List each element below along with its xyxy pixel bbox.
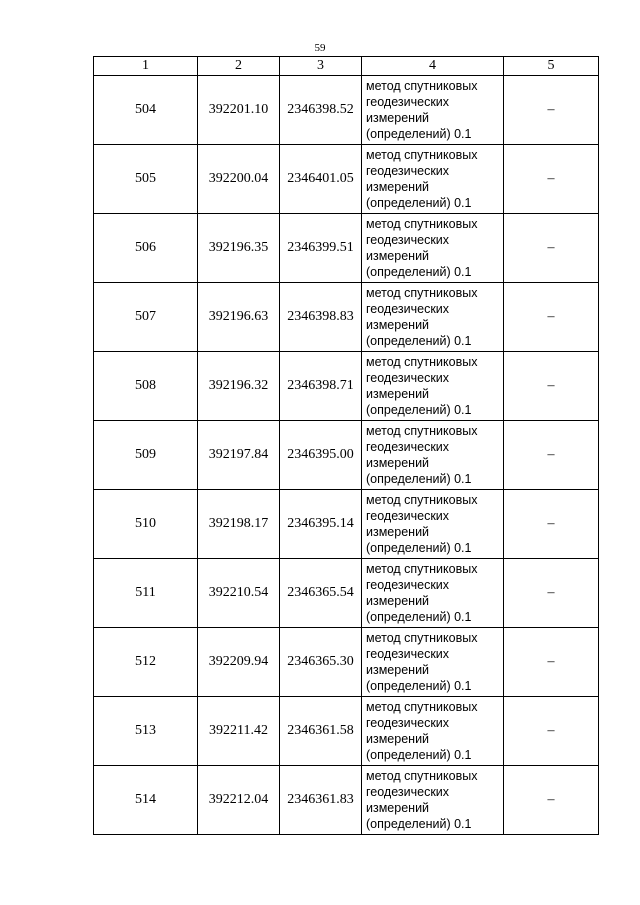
table-row bbox=[94, 766, 599, 835]
method-text-line: (определений) 0.1 bbox=[366, 127, 472, 141]
y-coordinate-cell: 2346395.00 bbox=[280, 421, 362, 490]
method-cell bbox=[362, 766, 504, 835]
dash-value: – bbox=[547, 447, 555, 462]
dash-value: – bbox=[547, 240, 555, 255]
method-text-line: геодезических bbox=[366, 716, 450, 730]
point-number-cell: 510 bbox=[94, 490, 198, 559]
dash-value: – bbox=[547, 585, 555, 600]
dash-value: – bbox=[547, 171, 555, 186]
method-text-line: метод спутниковых bbox=[366, 355, 478, 369]
table-row bbox=[94, 352, 599, 421]
table-row bbox=[94, 490, 599, 559]
dash-value: – bbox=[547, 378, 555, 393]
x-coordinate-cell: 392197.84 bbox=[198, 421, 280, 490]
dash-value: – bbox=[547, 309, 555, 324]
header-row bbox=[94, 57, 599, 76]
method-text-line: геодезических bbox=[366, 95, 450, 109]
point-number-cell: 506 bbox=[94, 214, 198, 283]
point-number-cell: 504 bbox=[94, 76, 198, 145]
method-cell bbox=[362, 76, 504, 145]
dash-value: – bbox=[547, 516, 555, 531]
method-cell bbox=[362, 214, 504, 283]
method-cell bbox=[362, 697, 504, 766]
method-text-line: измерений bbox=[366, 318, 430, 332]
x-coordinate-cell: 392200.04 bbox=[198, 145, 280, 214]
method-cell bbox=[362, 283, 504, 352]
point-number-cell: 514 bbox=[94, 766, 198, 835]
dash-value: – bbox=[547, 654, 555, 669]
x-coordinate-cell: 392196.35 bbox=[198, 214, 280, 283]
x-coordinate-cell: 392198.17 bbox=[198, 490, 280, 559]
method-text-line: измерений bbox=[366, 801, 430, 815]
method-text-line: геодезических bbox=[366, 302, 450, 316]
x-coordinate-cell: 392211.42 bbox=[198, 697, 280, 766]
method-text-line: геодезических bbox=[366, 233, 450, 247]
y-coordinate-cell: 2346361.83 bbox=[280, 766, 362, 835]
table-header bbox=[94, 57, 599, 76]
coordinates-table bbox=[93, 56, 599, 835]
method-text-line: измерений bbox=[366, 594, 430, 608]
point-number-cell: 509 bbox=[94, 421, 198, 490]
column-5-cell bbox=[504, 697, 599, 766]
point-number-cell: 505 bbox=[94, 145, 198, 214]
y-coordinate-cell: 2346398.52 bbox=[280, 76, 362, 145]
column-5-cell bbox=[504, 490, 599, 559]
x-coordinate-cell: 392210.54 bbox=[198, 559, 280, 628]
method-cell bbox=[362, 145, 504, 214]
method-text-line: метод спутниковых bbox=[366, 286, 478, 300]
method-text-line: измерений bbox=[366, 732, 430, 746]
table-row bbox=[94, 697, 599, 766]
method-cell bbox=[362, 490, 504, 559]
method-text-line: геодезических bbox=[366, 785, 450, 799]
column-5-cell bbox=[504, 145, 599, 214]
method-text-line: (определений) 0.1 bbox=[366, 472, 472, 486]
method-text-line: метод спутниковых bbox=[366, 493, 478, 507]
method-text-line: измерений bbox=[366, 249, 430, 263]
method-text-line: метод спутниковых bbox=[366, 562, 478, 576]
method-text-line: измерений bbox=[366, 180, 430, 194]
point-number-cell: 513 bbox=[94, 697, 198, 766]
method-text-line: (определений) 0.1 bbox=[366, 748, 472, 762]
dash-value: – bbox=[547, 102, 555, 117]
method-cell bbox=[362, 352, 504, 421]
y-coordinate-cell: 2346398.71 bbox=[280, 352, 362, 421]
y-coordinate-cell: 2346365.54 bbox=[280, 559, 362, 628]
method-text-line: геодезических bbox=[366, 440, 450, 454]
method-text-line: метод спутниковых bbox=[366, 424, 478, 438]
column-5-cell bbox=[504, 352, 599, 421]
table-row bbox=[94, 76, 599, 145]
method-cell bbox=[362, 628, 504, 697]
method-text-line: метод спутниковых bbox=[366, 79, 478, 93]
x-coordinate-cell: 392212.04 bbox=[198, 766, 280, 835]
method-text-line: (определений) 0.1 bbox=[366, 541, 472, 555]
method-text-line: (определений) 0.1 bbox=[366, 610, 472, 624]
method-text-line: метод спутниковых bbox=[366, 769, 478, 783]
column-header-1: 1 bbox=[94, 57, 198, 76]
table-row bbox=[94, 559, 599, 628]
method-cell bbox=[362, 559, 504, 628]
column-header-4: 4 bbox=[362, 57, 504, 76]
method-text-line: (определений) 0.1 bbox=[366, 403, 472, 417]
table-row bbox=[94, 421, 599, 490]
method-text-line: метод спутниковых bbox=[366, 148, 478, 162]
table-row bbox=[94, 283, 599, 352]
table-body bbox=[94, 76, 599, 835]
x-coordinate-cell: 392201.10 bbox=[198, 76, 280, 145]
method-cell bbox=[362, 421, 504, 490]
column-5-cell bbox=[504, 559, 599, 628]
method-text-line: геодезических bbox=[366, 164, 450, 178]
column-5-cell bbox=[504, 76, 599, 145]
point-number-cell: 507 bbox=[94, 283, 198, 352]
method-text-line: (определений) 0.1 bbox=[366, 817, 472, 831]
dash-value: – bbox=[547, 723, 555, 738]
x-coordinate-cell: 392209.94 bbox=[198, 628, 280, 697]
column-header-3: 3 bbox=[280, 57, 362, 76]
method-text-line: геодезических bbox=[366, 371, 450, 385]
method-text-line: геодезических bbox=[366, 578, 450, 592]
column-5-cell bbox=[504, 214, 599, 283]
method-text-line: измерений bbox=[366, 525, 430, 539]
y-coordinate-cell: 2346398.83 bbox=[280, 283, 362, 352]
point-number-cell: 511 bbox=[94, 559, 198, 628]
method-text-line: (определений) 0.1 bbox=[366, 196, 472, 210]
table-row bbox=[94, 145, 599, 214]
dash-value: – bbox=[547, 792, 555, 807]
method-text-line: метод спутниковых bbox=[366, 217, 478, 231]
method-text-line: метод спутниковых bbox=[366, 631, 478, 645]
method-text-line: геодезических bbox=[366, 647, 450, 661]
column-5-cell bbox=[504, 628, 599, 697]
x-coordinate-cell: 392196.32 bbox=[198, 352, 280, 421]
page-number: 59 bbox=[314, 42, 326, 54]
method-text-line: геодезических bbox=[366, 509, 450, 523]
y-coordinate-cell: 2346361.58 bbox=[280, 697, 362, 766]
method-text-line: (определений) 0.1 bbox=[366, 334, 472, 348]
table-row bbox=[94, 628, 599, 697]
y-coordinate-cell: 2346399.51 bbox=[280, 214, 362, 283]
table-row bbox=[94, 214, 599, 283]
method-text-line: измерений bbox=[366, 387, 430, 401]
column-5-cell bbox=[504, 421, 599, 490]
method-text-line: (определений) 0.1 bbox=[366, 679, 472, 693]
method-text-line: измерений bbox=[366, 456, 430, 470]
column-header-2: 2 bbox=[198, 57, 280, 76]
column-5-cell bbox=[504, 766, 599, 835]
column-header-5: 5 bbox=[504, 57, 599, 76]
method-text-line: измерений bbox=[366, 111, 430, 125]
point-number-cell: 512 bbox=[94, 628, 198, 697]
x-coordinate-cell: 392196.63 bbox=[198, 283, 280, 352]
y-coordinate-cell: 2346401.05 bbox=[280, 145, 362, 214]
method-text-line: измерений bbox=[366, 663, 430, 677]
y-coordinate-cell: 2346365.30 bbox=[280, 628, 362, 697]
y-coordinate-cell: 2346395.14 bbox=[280, 490, 362, 559]
method-text-line: метод спутниковых bbox=[366, 700, 478, 714]
point-number-cell: 508 bbox=[94, 352, 198, 421]
method-text-line: (определений) 0.1 bbox=[366, 265, 472, 279]
column-5-cell bbox=[504, 283, 599, 352]
